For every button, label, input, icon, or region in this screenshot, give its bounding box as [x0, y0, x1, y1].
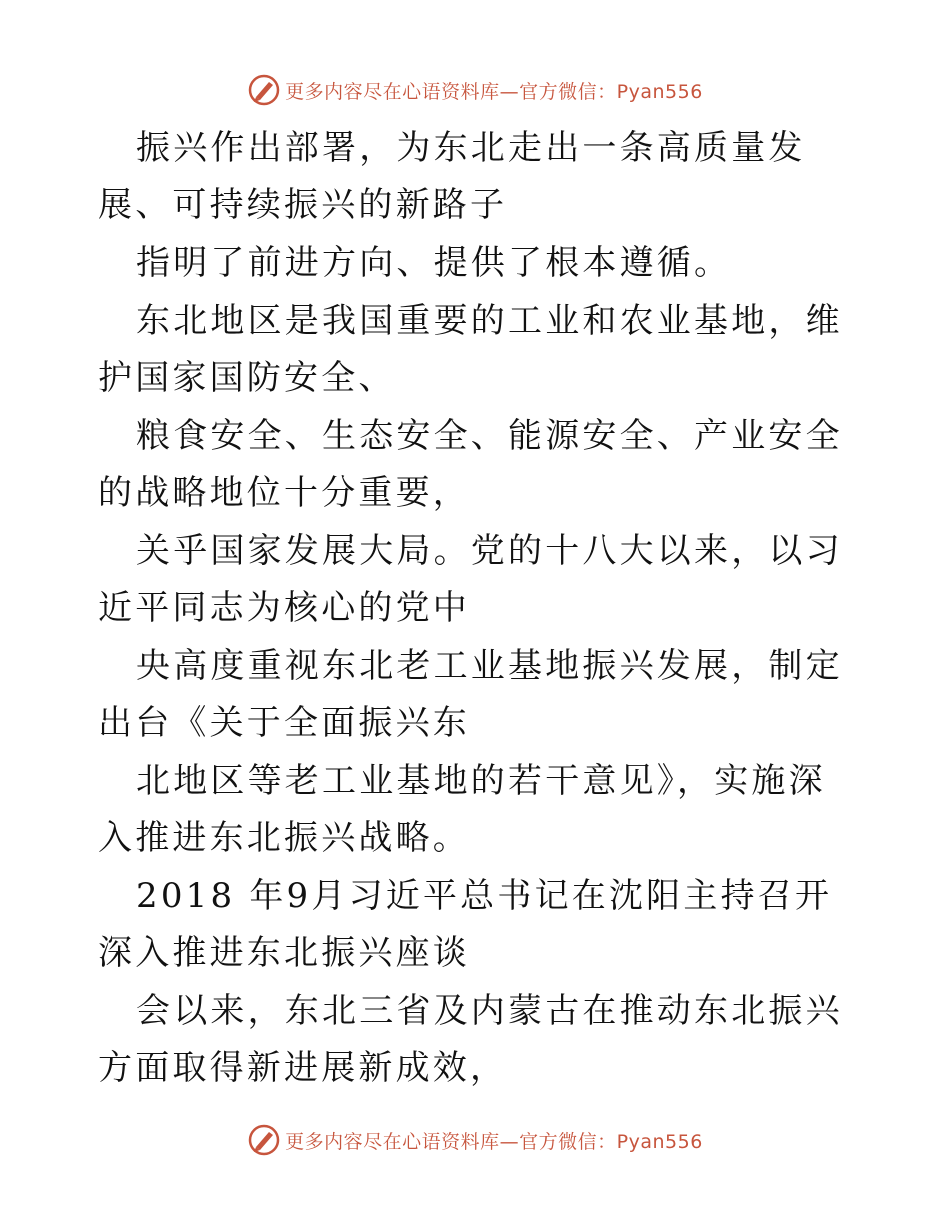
watermark-text	[285, 1127, 703, 1154]
footer-watermark	[0, 1120, 950, 1160]
watermark-text	[285, 77, 703, 104]
pen-logo-icon	[247, 73, 281, 107]
paragraph-7: 北地区等老工业基地的若干意见》，实施深入推进东北振兴战略。	[98, 761, 826, 858]
paragraph-6: 央高度重视东北老工业基地振兴发展，制定出台《关于全面振兴东	[98, 646, 843, 743]
paragraph-1: 振兴作出部署，为东北走出一条高质量发展、可持续振兴的新路子	[98, 128, 806, 225]
paragraph-9: 会以来，东北三省及内蒙古在推动东北振兴方面取得新进展新成效，	[98, 991, 843, 1088]
header-watermark	[0, 70, 950, 110]
watermark-wechat-id: Pyan556	[616, 1130, 703, 1153]
paragraph-5: 关乎国家发展大局。党的十八大以来，以习近平同志为核心的党中	[98, 531, 843, 628]
paragraph-3: 东北地区是我国重要的工业和农业基地，维护国家国防安全、	[98, 301, 843, 398]
paragraph-8: 2018 年9月习近平总书记在沈阳主持召开深入推进东北振兴座谈	[98, 876, 833, 973]
paragraph-2: 指明了前进方向、提供了根本遵循。	[136, 243, 732, 283]
pen-logo-icon	[247, 1123, 281, 1157]
watermark-main-text: 更多内容尽在心语资料库—官方微信：	[285, 1130, 617, 1153]
paragraph-4: 粮食安全、生态安全、能源安全、产业安全的战略地位十分重要，	[98, 416, 843, 513]
watermark-main-text: 更多内容尽在心语资料库—官方微信：	[285, 80, 617, 103]
watermark-wechat-id: Pyan556	[616, 80, 703, 103]
document-body	[98, 120, 858, 1097]
